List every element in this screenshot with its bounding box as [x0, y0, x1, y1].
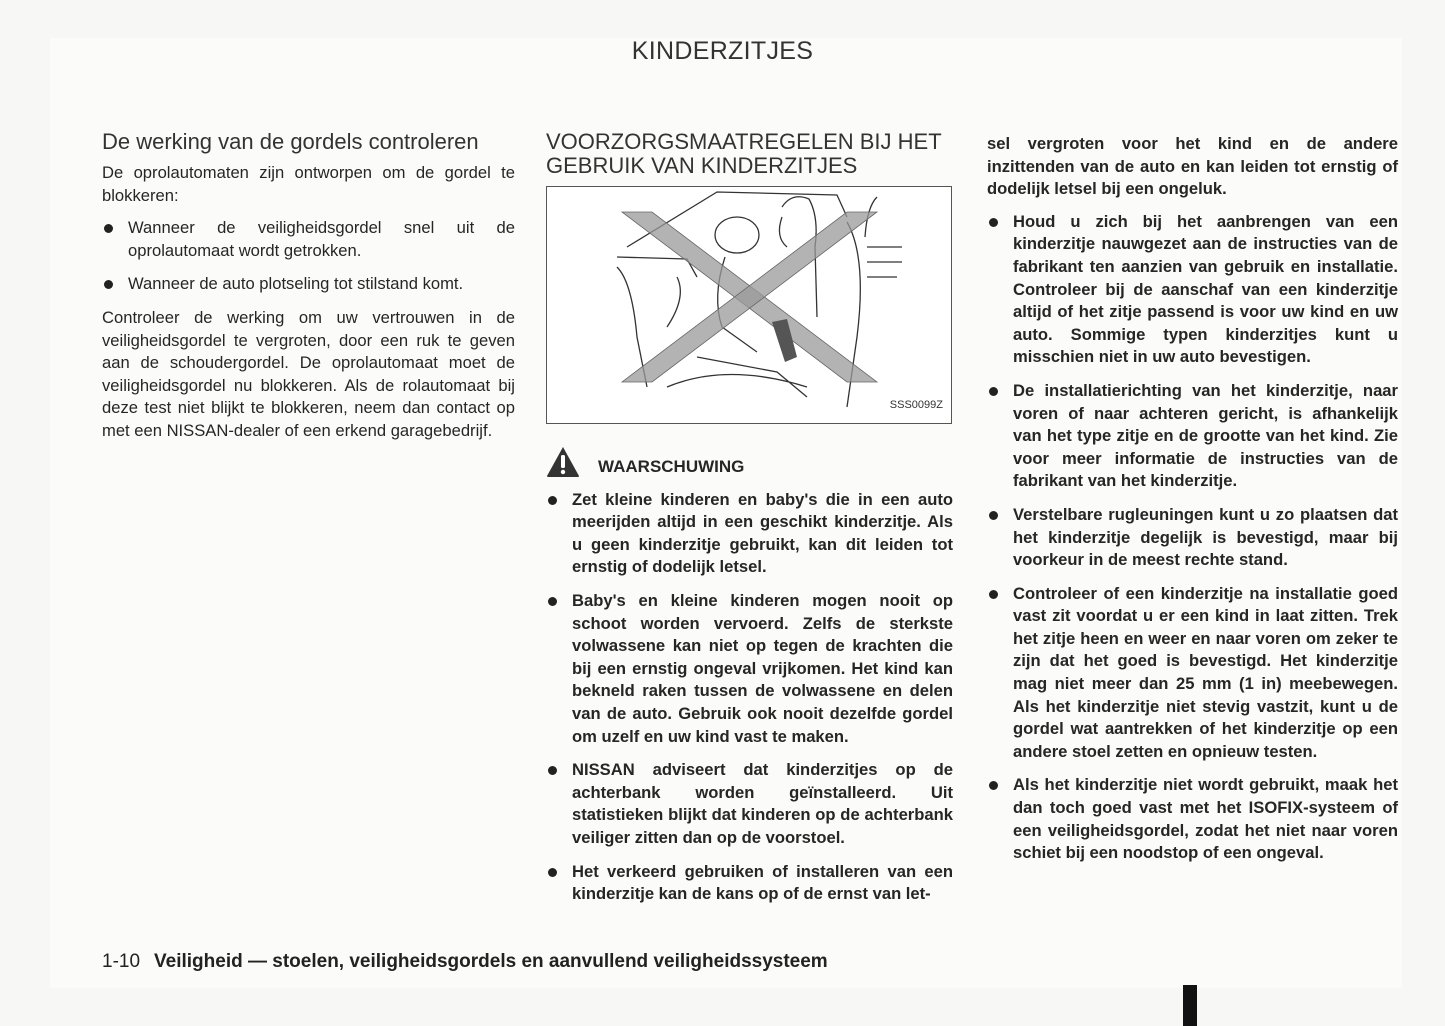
- list-item-text: Baby's en kleine kinderen mogen nooit op schoot worden vervoerd. Zelfs de sterkste volwassene kan niet op tegen de krachten die bij een ernstig ongeval vrijkomen. Het kind kan bekneld raken tussen de volwassene en delen van de auto. Gebruik ook nooit dezelfde gordel om uzelf en uw kind vast te maken.: [572, 590, 953, 746]
- bullet-icon: [989, 511, 998, 520]
- warning-list-continued: [987, 211, 1398, 865]
- bullet-icon: [104, 224, 113, 233]
- page-footer: [102, 951, 828, 973]
- bullet-icon: [548, 766, 557, 775]
- list-item: [102, 273, 515, 296]
- page-number: 1-10: [102, 951, 141, 972]
- bullet-icon: [989, 218, 998, 227]
- list-item-text: De installatierichting van het kinderzitje, naar voren of naar achteren gericht, is afhankelijk van het type zitje en de grootte van het kind. Zie voor meer informatie de instructies van de fabrikant van het kinderzitje.: [1013, 380, 1398, 491]
- list-item: [987, 380, 1398, 493]
- section-heading: De werking van de gordels controleren: [102, 129, 479, 154]
- chapter-title: Veiligheid — stoelen, veiligheidsgordels en aanvullend veiligheidssysteem: [154, 951, 828, 972]
- intro-text: De oprolautomaten zijn ontworpen om de gordel te blokkeren:: [102, 163, 515, 205]
- left-column: [102, 130, 515, 453]
- continuation-text: sel vergroten voor het kind en de andere inzittenden van de auto en kan leiden tot ernstig of dodelijk letsel bij een ongeluk.: [987, 134, 1398, 199]
- figure-code: SSS0099Z: [889, 399, 943, 412]
- bullet-icon: [548, 868, 557, 877]
- list-item-text: Houd u zich bij het aanbrengen van een kinderzitje nauwgezet aan de instructies van de fabrikant ten aanzien van gebruik en installatie. Controleer bij de aanschaf van een kinderzitje altijd of het zitje passend is voor uw kind en uw auto. Sommige typen kinderzitjes kunt u misschien niet in uw auto bevestigen.: [1013, 211, 1398, 367]
- list-item-text: Het verkeerd gebruiken of installeren van een kinderzitje kan de kans op of de ernst van let-: [572, 861, 953, 904]
- bullet-icon: [989, 387, 998, 396]
- list-item-text: Als het kinderzitje niet wordt gebruikt, maak het dan toch goed vast met het ISOFIX-systeem of een veiligheidsgordel, zodat het niet naar voren schiet bij een noodstop of een ongeval.: [1013, 775, 1398, 863]
- warning-triangle-icon: [546, 446, 580, 478]
- illustration-drawing: [547, 187, 951, 423]
- list-item: [987, 583, 1398, 764]
- bullet-icon: [989, 590, 998, 599]
- list-item-text: NISSAN adviseert dat kinderzitjes op de achterbank worden geïnstalleerd. Uit statistieken blijkt dat kinderen op de achterbank veiliger zitten dan op de voorstoel.: [572, 760, 953, 847]
- bullet-icon: [548, 597, 557, 606]
- list-item: [987, 211, 1398, 369]
- bullet-icon: [548, 496, 557, 505]
- bullet-icon: [989, 781, 998, 790]
- chapter-tab-marker: [1183, 985, 1197, 1026]
- warning-label: WAARSCHUWING: [598, 457, 745, 476]
- list-item: [102, 217, 515, 262]
- warning-list: [546, 489, 953, 906]
- list-item: [546, 489, 953, 579]
- list-item-text: Controleer of een kinderzitje na installatie goed vast zit voordat u er een kind in laat zitten. Trek het zitje heen en weer en naar voren om zeker te zijn dat het goed is bevestigd. Het kinderzitje mag niet meer dan 25 mm (1 in) meebewegen. Als het kinderzitje niet stevig vastzit, kunt u de gordel wat aantrekken of het kinderzitje op een andere stoel zetten en opnieuw testen.: [1013, 583, 1398, 761]
- page-title: KINDERZITJES: [631, 37, 814, 65]
- bullet-icon: [104, 280, 113, 289]
- middle-column: [546, 130, 953, 917]
- list-item-text: Wanneer de veiligheidsgordel snel uit de oprolautomaat wordt getrokken.: [128, 218, 515, 260]
- child-on-lap-illustration: [546, 186, 952, 424]
- list-item: [546, 759, 953, 849]
- body-text: Controleer de werking om uw vertrouwen in de veiligheidsgordel te vergroten, door een ruk te geven aan de schoudergordel. De oprolautomaat moet de veiligheidsgordel nu blokkeren. Als de rolautomaat bij deze test niet blijkt te blokkeren, neem dan contact op met een NISSAN-dealer of een erkend garagebedrijf.: [102, 307, 515, 440]
- list-item: [546, 590, 953, 748]
- list-item-text: Verstelbare rugleuningen kunt u zo plaatsen dat het kinderzitje degelijk is bevestigd, maar bij voorkeur in de meest rechte stand.: [1013, 504, 1398, 570]
- bullet-list: [102, 217, 515, 296]
- section-heading: VOORZORGSMAATREGELEN BIJ HET GEBRUIK VAN KINDERZITJES: [546, 129, 942, 178]
- list-item-text: Wanneer de auto plotseling tot stilstand komt.: [128, 274, 464, 294]
- right-column: [987, 133, 1398, 876]
- list-item: [987, 774, 1398, 864]
- list-item: [987, 504, 1398, 572]
- list-item-text: Zet kleine kinderen en baby's die in een auto meerijden altijd in een geschikt kinderzitje. Als u geen kinderzitje gebruikt, kan dit leiden tot ernstig of dodelijk letsel.: [572, 489, 953, 577]
- warning-header: [546, 446, 953, 479]
- list-item: [546, 861, 953, 906]
